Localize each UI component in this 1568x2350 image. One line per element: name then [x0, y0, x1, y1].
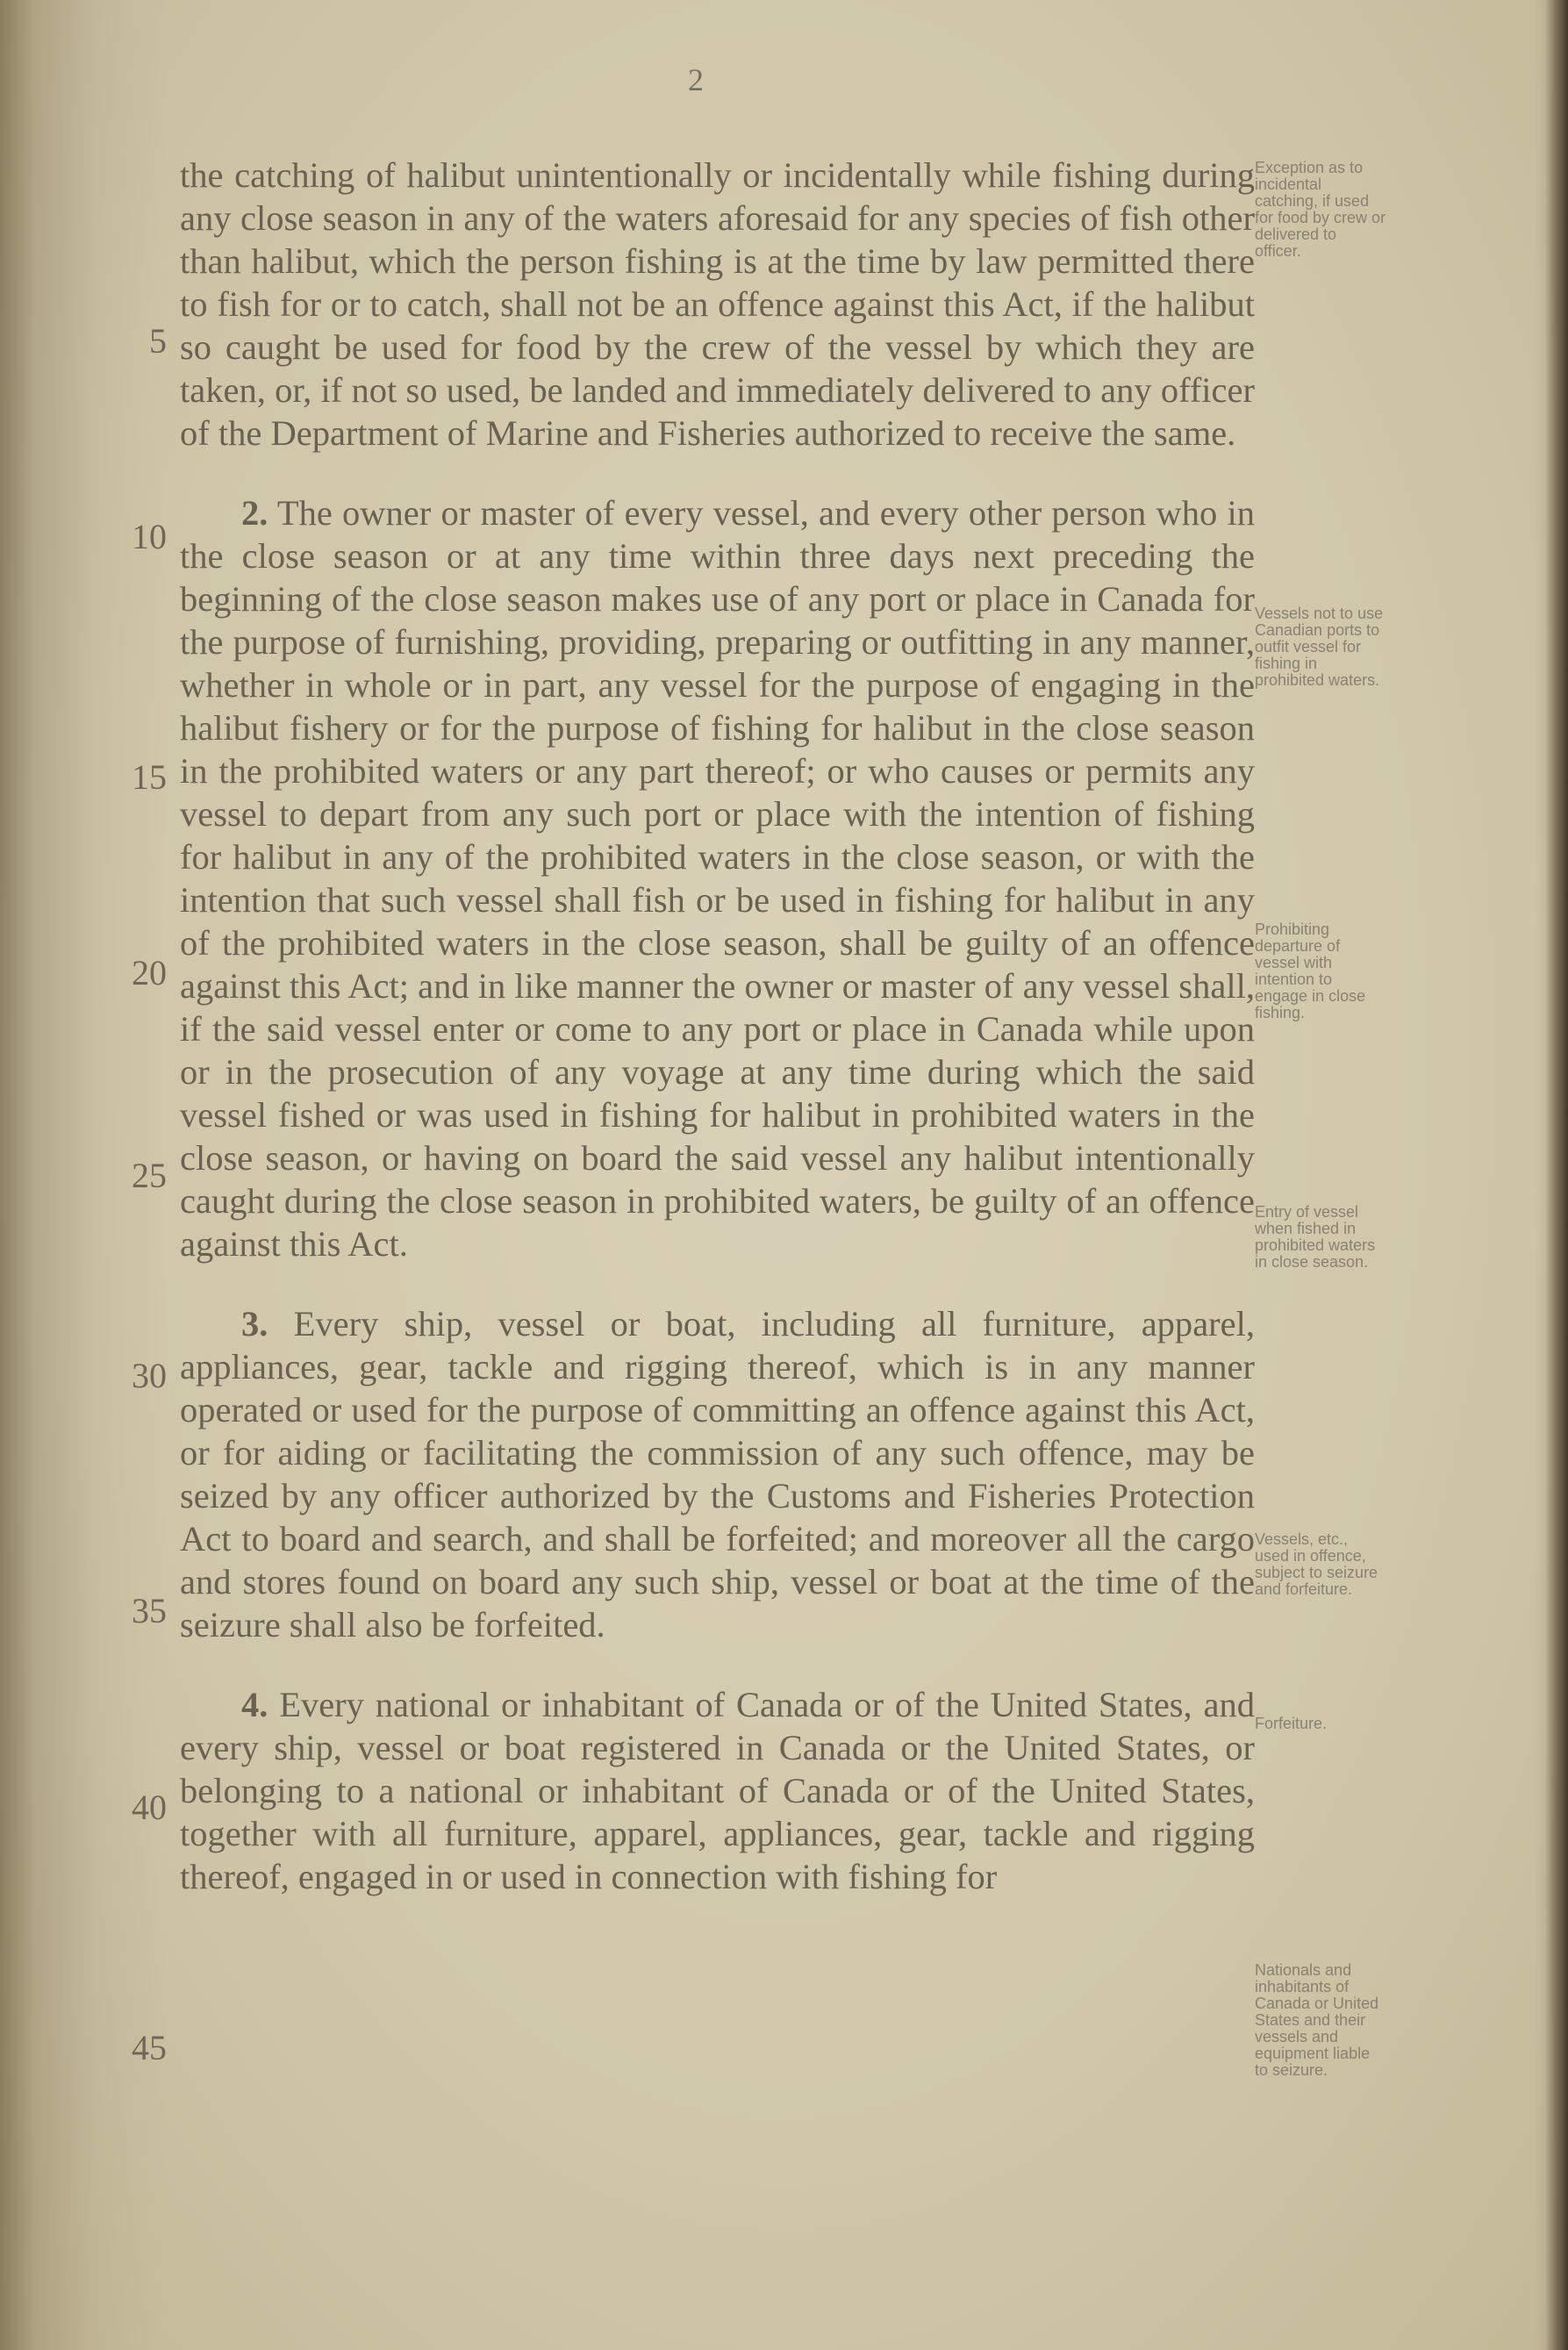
- margin-note: Forfeiture.: [1255, 1715, 1328, 1732]
- margin-note: Prohibiting departure of vessel with intention to engage in close fishing.: [1255, 921, 1366, 1021]
- line-number: 10: [132, 517, 167, 556]
- margin-note: Entry of vessel when fished in prohibited waters in close season.: [1255, 1203, 1376, 1271]
- section-number: 2.: [241, 493, 268, 533]
- body-text: [180, 154, 1255, 1898]
- section-number: 3.: [241, 1304, 268, 1343]
- line-number: 5: [149, 321, 167, 361]
- line-number: 25: [132, 1156, 167, 1195]
- paragraph-text: Every ship, vessel or boat, including all furniture, apparel, appliances, gear, tackle and rigging thereof, which is in any manner operated or used for the purpose of committing an offence against this Act, or for aiding or facilitating the commission of any such offence, may be seized by any officer authorized by the Customs and Fisheries Protection Act to board and search, and shall be forfeited; and moreover all the cargo and stores found on board any such ship, vessel or boat at the time of the seizure shall also be forfeited.: [180, 1304, 1256, 1644]
- page-number: 2: [688, 62, 704, 97]
- margin-note: Nationals and inhabitants of Canada or United States and their vessels and equipment liable to seizure.: [1255, 1961, 1379, 2079]
- margin-note: Vessels, etc., used in offence, subject to seizure and forfeiture.: [1255, 1530, 1378, 1598]
- line-number: 45: [132, 2028, 167, 2067]
- margin-note: Vessels not to use Canadian ports to outfit vessel for fishing in prohibited waters.: [1255, 605, 1384, 689]
- book-binding-edge: [1545, 0, 1568, 2350]
- paragraph-text: the catching of halibut unintentionally or incidentally while fishing during any close season in any of the waters aforesaid for any species of fish other than halibut, which the person fishing is at the time by law permitted there to fish for or to catch, shall not be an offence against this Act, if the halibut so caught be used for food by the crew of the vessel by which they are taken, or, if not so used, be landed and immediately delivered to any officer of the Department of Marine and Fisheries authorized to receive the same.: [180, 155, 1255, 453]
- line-number: 35: [132, 1591, 167, 1630]
- section-3: [180, 1302, 1255, 1646]
- section-2: [180, 491, 1255, 1265]
- line-number: 15: [132, 757, 167, 797]
- paragraph-continuation: [180, 154, 1255, 455]
- section-number: 4.: [241, 1685, 268, 1724]
- paragraph-text: The owner or master of every vessel, and every other person who in the close season or at any time within three days next preceding the beginning of the close season makes use of any port or place in Canada for the purpose of furnishing, providing, preparing or outfitting in any manner, whether in whole or in part, any vessel for the purpose of engaging in the halibut fishery or for the purpose of fishing for halibut in the close season in the prohibited waters or any part thereof; or who causes or permits any vessel to depart from any such port or place with the intention of fishing for halibut in any of the prohibited waters in the close season, or with the intention that such vessel shall fish or be used in fishing for halibut in any of the prohibited waters in the close season, shall be guilty of an offence against this Act; and in like manner the owner or master of any vessel shall, if the said vessel enter or come to any port or place in Canada while upon or in the prosecution of any voyage at any time during which the said vessel fished or was used in fishing for halibut in prohibited waters in the close season, or having on board the said vessel any halibut intentionally caught during the close season in prohibited waters, be guilty of an offence against this Act.: [180, 493, 1255, 1264]
- line-number: 20: [132, 953, 167, 992]
- margin-note: Exception as to incidental catching, if used for food by crew or delivered to officer.: [1255, 159, 1386, 260]
- line-number: 40: [132, 1788, 167, 1827]
- line-number: 30: [132, 1356, 167, 1395]
- section-4: [180, 1683, 1255, 1898]
- paragraph-text: Every national or inhabitant of Canada or of the United States, and every ship, vessel or boat registered in Canada or the United States, or belonging to a national or inhabitant of Canada or of the United States, together with all furniture, apparel, appliances, gear, tackle and rigging thereof, engaged in or used in connection with fishing for: [180, 1685, 1255, 1896]
